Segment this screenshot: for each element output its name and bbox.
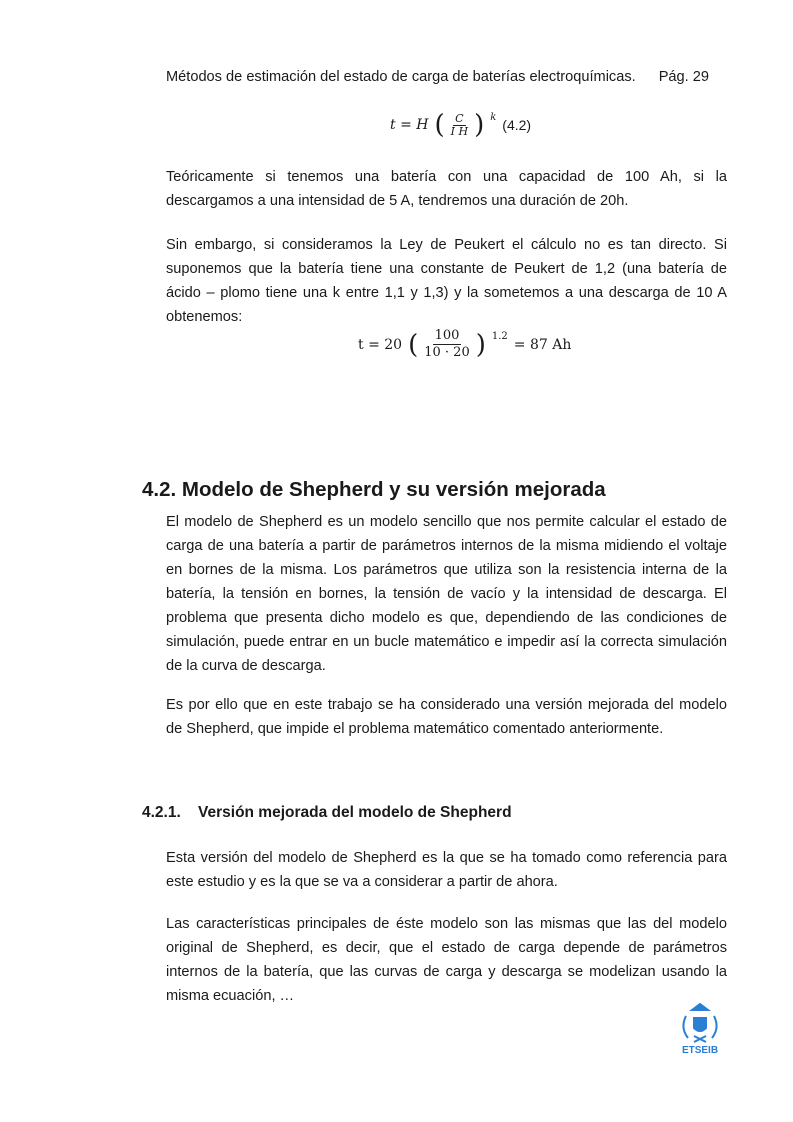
equation-4-2: t = H ( $\frac{C}{\text{I H}}$ ) $^k$ (4.2) — [390, 110, 532, 140]
paragraph: Es por ello que en este trabajo se ha considerado una versión mejorada del modelo de Shepherd, que impide el problema matemático comentado anteriormente. — [166, 697, 727, 737]
eq-label: (4.2) — [502, 117, 532, 133]
paragraph: Esta versión del modelo de Shepherd es la que se ha tomado como referencia para este estudio y es la que se va a considerar a partir de ahora. — [166, 850, 727, 890]
section-heading: 4.2. Modelo de Shepherd y su versión mejorada — [142, 478, 606, 501]
eq-num: 100 — [434, 328, 460, 343]
paragraph: Sin embargo, si consideramos la Ley de Peukert el cálculo no es tan directo. Si suponemos que la batería tiene una constante de Peukert de 1,2 (una batería de ácido – plomo tiene una k entre 1,1 y 1,3) y la sometemos a una descarga de 10 A obtenemos: — [166, 237, 727, 325]
etseib-logo — [672, 1000, 728, 1056]
paragraph: Las características principales de éste modelo son las mismas que las del modelo original de Shepherd, es decir, que el estado de carga depende de parámetros internos de la batería, que las curvas de carga y descarga se modelizan usando la misma ecuación, … — [166, 916, 727, 1004]
subsection-heading: 4.2.1. Versión mejorada del modelo de Shepherd — [142, 804, 512, 821]
logo-text: ETSEIB — [681, 1045, 719, 1056]
eq-lhs: t = 20 — [358, 336, 403, 353]
eq-exp: 1.2 — [491, 331, 508, 342]
eq-rhs: = 87 Ah — [513, 336, 572, 353]
eq-fraction — [451, 113, 468, 138]
page-header — [166, 69, 709, 85]
eq-lhs: t = H — [390, 117, 429, 133]
paragraph: Teóricamente si tenemos una batería con una capacidad de 100 Ah, si la descargamos a una intensidad de 5 A, tendremos una duración de 20h. — [166, 169, 727, 209]
header-title: Métodos de estimación del estado de carga de baterías electroquímicas. — [166, 69, 636, 85]
page-number: Pág. 29 — [658, 69, 709, 85]
paragraph: El modelo de Shepherd es un modelo sencillo que nos permite calcular el estado de carga de una batería a partir de parámetros internos de la misma midiendo el voltaje en bornes de la misma. Los parámetros que utiliza son la resistencia interna de la batería, la tensión en bornes, la tensión de vacío y la intensidad de descarga. El problema que presenta dicho modelo es que, dependiendo de las condiciones de simulación, puede entrar en un bucle matemático e impedir así la correcta simulación de la curva de descarga. — [166, 514, 727, 674]
equation-peukert: t = 20 ( $\frac{100}{10 \cdot 20}$ ) $^{1.2}$ = 87 Ah — [358, 328, 572, 360]
eq-den: 10 · 20 — [424, 345, 470, 360]
eq-den: I H — [450, 124, 469, 138]
eq-exp: k — [490, 111, 497, 123]
eq-num: C — [455, 111, 464, 125]
eq-fraction — [424, 328, 469, 361]
